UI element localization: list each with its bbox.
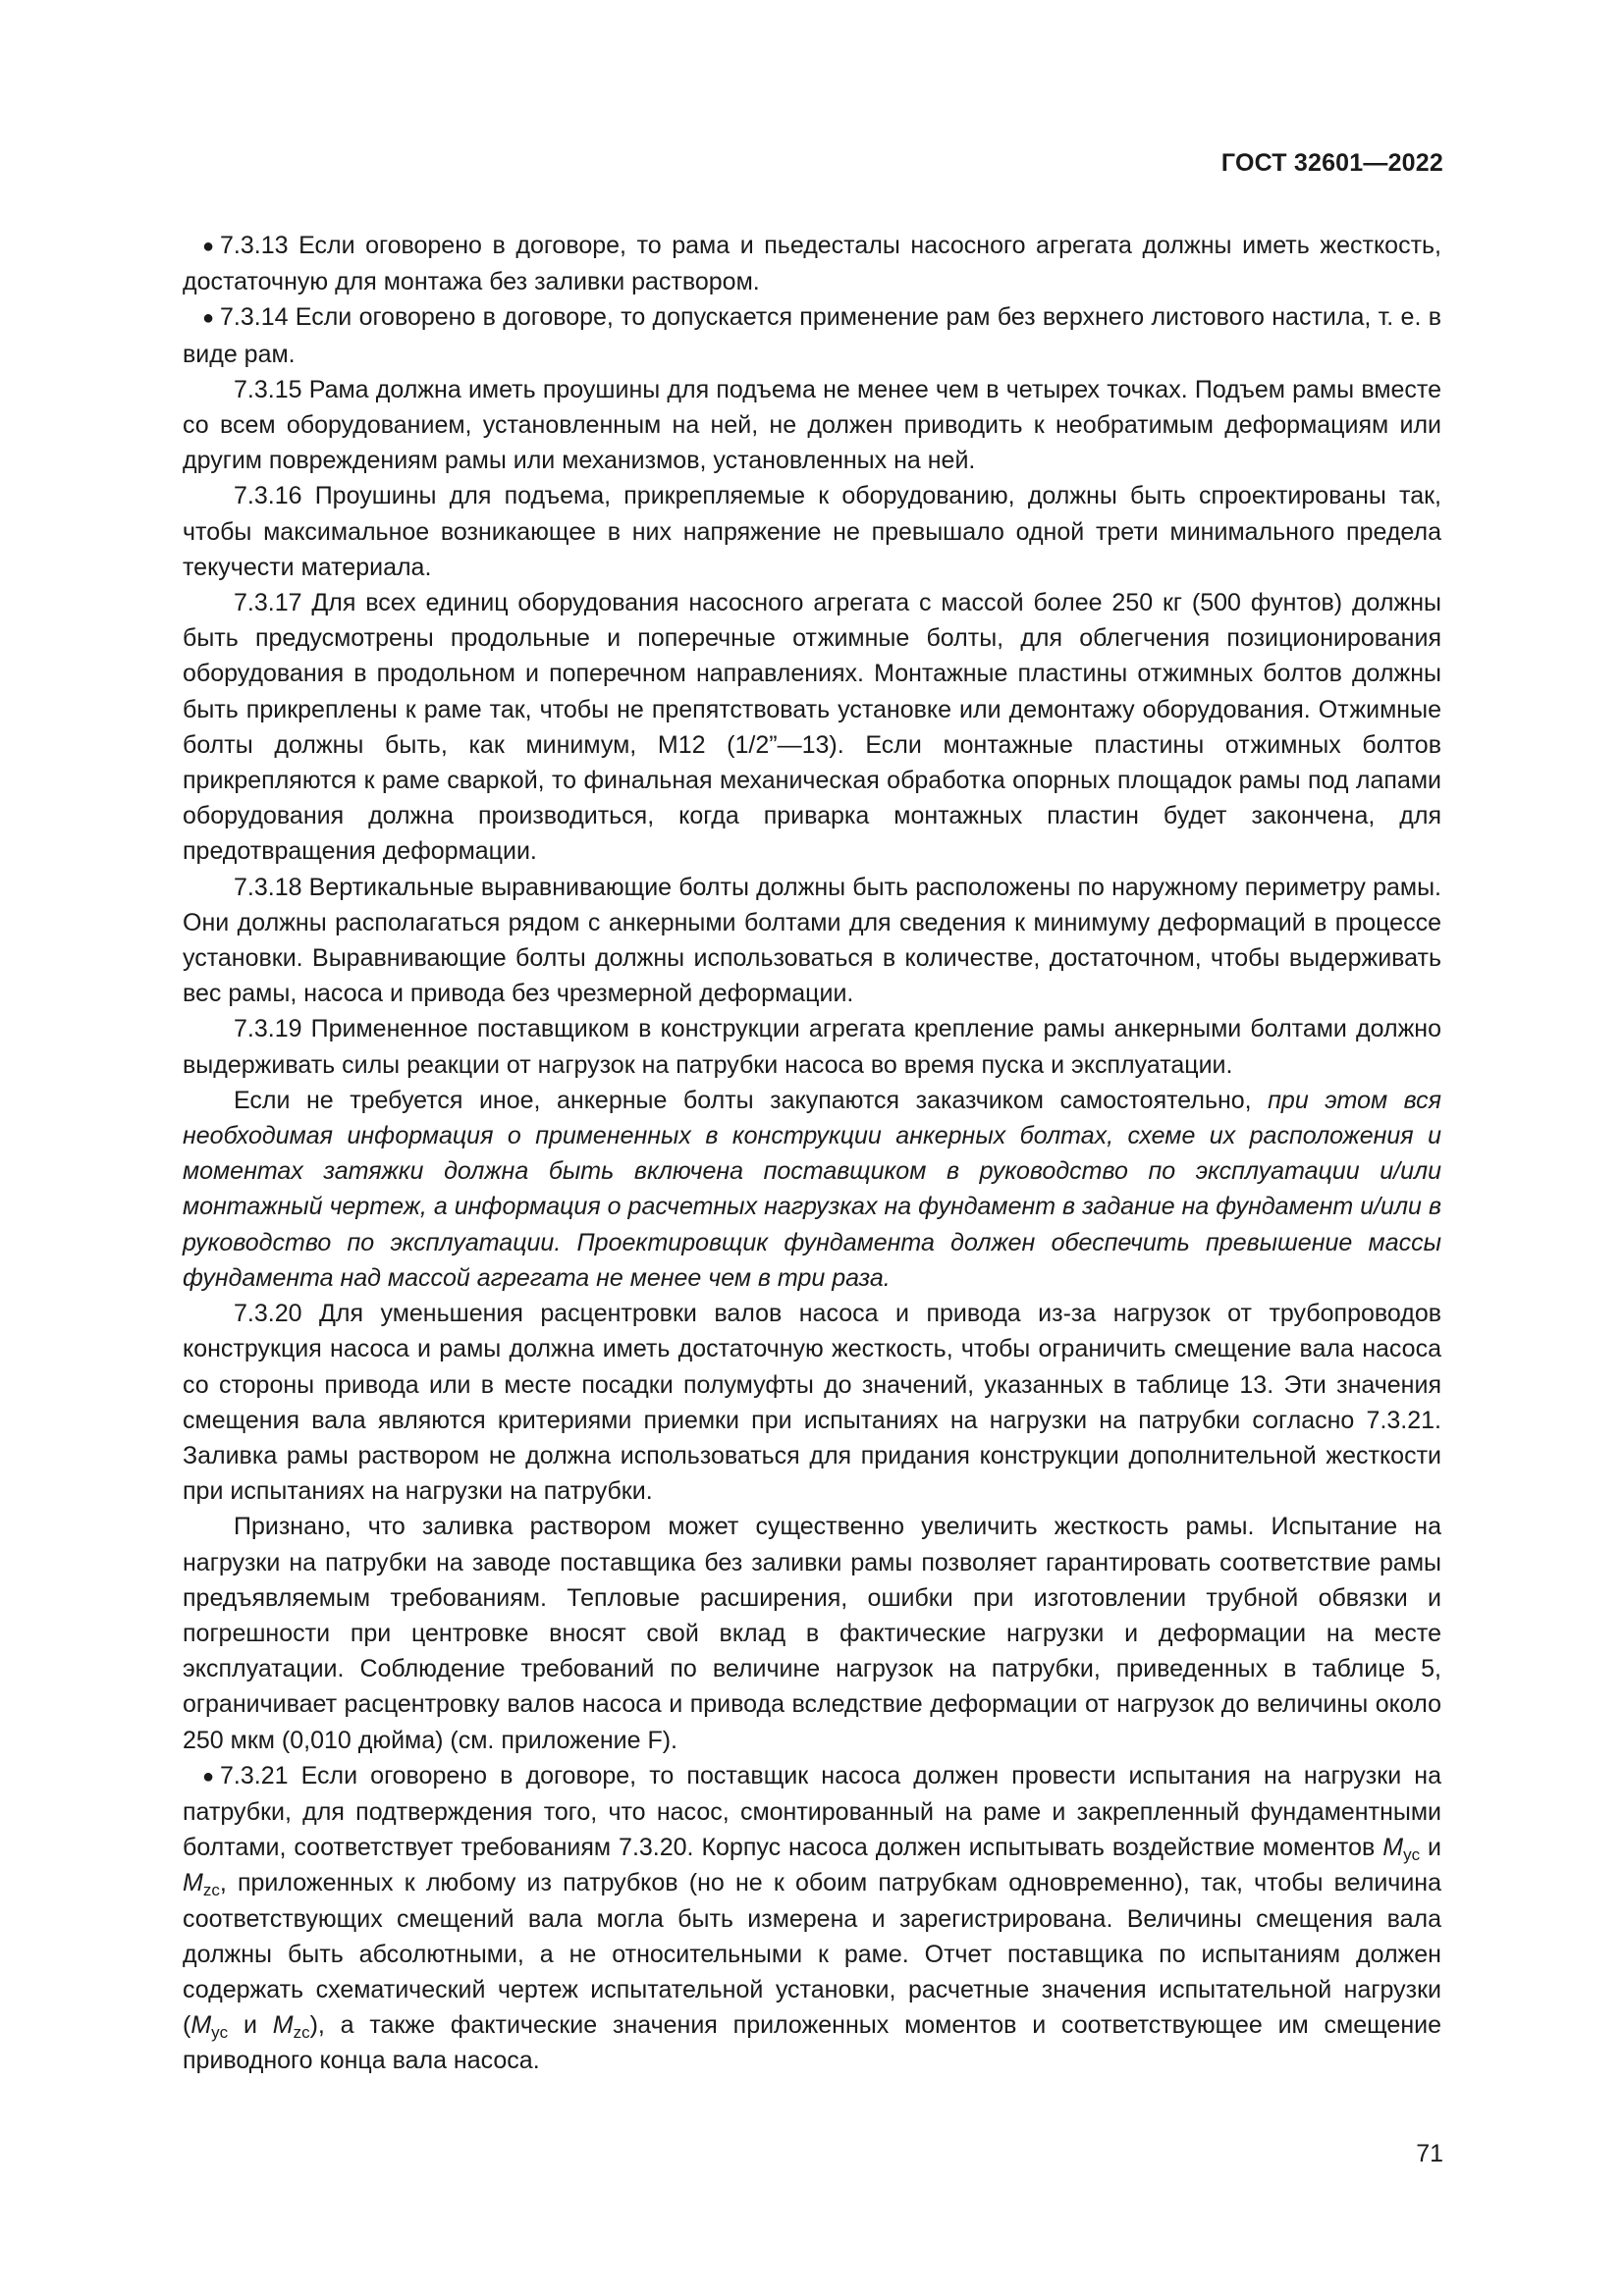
moment-subscript-yc: yc xyxy=(211,2023,229,2043)
clause-7-3-19: 7.3.19 Примененное поставщиком в конструкции агрегата крепление рамы анкерными болтами должно выдерживать силы реакции от нагрузок на патрубки насоса во время пуска и эксплуатации. xyxy=(183,1015,1441,1079)
bullet-icon: ● xyxy=(202,1765,215,1788)
document-standard-header: ГОСТ 32601—2022 xyxy=(1220,149,1443,177)
moment-symbol: M xyxy=(272,2011,294,2040)
grout-paragraph: Признано, что заливка раствором может существенно увеличить жесткость рамы. Испытание на нагрузки на патрубки на заводе поставщика без заливки рамы позволяет гарантировать соответствие рамы предъявляемым требованиям. Тепловые расширения, ошибки при изготовлении трубной обвязки и погрешности при центровке вносят свой вклад в фактические нагрузки и деформации на месте эксплуатации. Соблюдение требований по величине нагрузок на патрубки, приведенных в таблице 5, ограничивает расцентровку валов насоса и привода вследствие деформации от нагрузок до величины около 250 мкм (0,010 дюйма) (см. приложение F). xyxy=(183,1513,1441,1754)
anchor-bolts-plain-text: Если не требуется иное, анкерные болты закупаются заказчиком самостоятельно, xyxy=(234,1086,1269,1114)
clause-7-3-16: 7.3.16 Проушины для подъема, прикрепляемые к оборудованию, должны быть спроектированы так, чтобы максимальное возникающее в них напряжение не превышало одной трети минимального предела текучести материала. xyxy=(183,482,1441,581)
moment-subscript-zc: zc xyxy=(293,2023,310,2043)
clause-7-3-21 xyxy=(183,1758,1441,2079)
document-body xyxy=(183,228,1441,2079)
anchor-bolts-paragraph xyxy=(183,1083,1441,1296)
clause-text: ), а также фактические значения приложенных моментов и соответствующее им смещение приводного конца вала насоса. xyxy=(183,2011,1441,2075)
clause-7-3-20: 7.3.20 Для уменьшения расцентровки валов насоса и привода из-за нагрузок от трубопроводов конструкция насоса и рамы должна иметь достаточную жесткость, чтобы ограничить смещение вала насоса со стороны привода или в месте посадки полумуфты до значений, указанных в таблице 13. Эти значения смещения вала являются критериями приемки при испытаниях на нагрузки на патрубки согласно 7.3.21. Заливка рамы раствором не должна использоваться для придания конструкции дополнительной жесткости при испытаниях на нагрузки на патрубки. xyxy=(183,1300,1441,1506)
conjunction-text: и xyxy=(228,2011,273,2040)
clause-text: 7.3.21 Если оговорено в договоре, то поставщик насоса должен провести испытания на нагрузки на патрубки, для подтверждения того, что насос, смонтированный на раме и закрепленный фундаментными болтами, соответствует требованиям 7.3.20. Корпус насоса должен испытывать воздействие моментов xyxy=(183,1761,1441,1862)
clause-7-3-15: 7.3.15 Рама должна иметь проушины для подъема не менее чем в четырех точках. Подъем рамы вместе со всем оборудованием, установленным на ней, не должен приводить к необратимым деформациям или другим повреждениям рамы или механизмов, установленных на ней. xyxy=(183,375,1441,475)
conjunction-text: и xyxy=(1420,1834,1441,1862)
clause-7-3-18: 7.3.18 Вертикальные выравнивающие болты должны быть расположены по наружному периметру рамы. Они должны располагаться рядом с анкерными болтами для сведения к минимуму деформаций в процессе установки. Выравнивающие болты должны использоваться в количестве, достаточном, чтобы выдерживать вес рамы, насоса и привода без чрезмерной деформации. xyxy=(183,873,1441,1008)
clause-text: 7.3.14 Если оговорено в договоре, то допускается применение рам без верхнего листового настила, т. е. в виде рам. xyxy=(183,303,1441,368)
bullet-icon: ● xyxy=(202,307,215,330)
moment-symbol: M xyxy=(190,2011,212,2040)
moment-subscript-yc: yc xyxy=(1403,1845,1421,1865)
clause-text: 7.3.13 Если оговорено в договоре, то рама и пьедесталы насосного агрегата должны иметь жесткость, достаточную для монтажа без заливки раствором. xyxy=(183,232,1441,296)
bullet-icon: ● xyxy=(202,236,215,257)
anchor-bolts-italic-text: при этом вся необходимая информация о примененных в конструкции анкерных болтах, схеме их расположения и моментах затяжки должна быть включена поставщиком в руководство по эксплуатации и/или монтажный чертеж, а информация о расчетных нагрузках на фундамент в задание на фундамент и/или в руководство по эксплуатации. Проектировщик фундамента должен обеспечить превышение массы фундамента над массой агрегата не менее чем в три раза. xyxy=(183,1086,1441,1292)
clause-text: , приложенных к любому из патрубков (но не к обоим патрубкам одновременно), так, чтобы величина соответствующих смещений вала могла быть измерена и зарегистрирована. Величины смещения вала должны быть абсолютными, а не относительными к раме. Отчет поставщика по испытаниям должен содержать схематический чертеж испытательной установки, расчетные значения испытательной нагрузки ( xyxy=(183,1869,1441,2040)
clause-7-3-17: 7.3.17 Для всех единиц оборудования насосного агрегата с массой более 250 кг (500 фунтов) должны быть предусмотрены продольные и поперечные отжимные болты, для облегчения позиционирования оборудования в продольном и поперечном направлениях. Монтажные пластины отжимных болтов должны быть прикреплены к раме так, чтобы не препятствовать установке или демонтажу оборудования. Отжимные болты должны быть, как минимум, М12 (1/2”—13). Если монтажные пластины отжимных болтов прикрепляются к раме сваркой, то финальная механическая обработка опорных площадок рамы под лапами оборудования должна производиться, когда приварка монтажных пластин будет закончена, для предотвращения деформации. xyxy=(183,589,1441,866)
moment-symbol: M xyxy=(183,1869,203,1897)
page-number: 71 xyxy=(1416,2140,1443,2167)
moment-subscript-zc: zc xyxy=(202,1881,220,1900)
clause-7-3-14 xyxy=(183,299,1441,371)
moment-symbol: M xyxy=(1382,1834,1404,1862)
clause-7-3-13 xyxy=(183,228,1441,299)
